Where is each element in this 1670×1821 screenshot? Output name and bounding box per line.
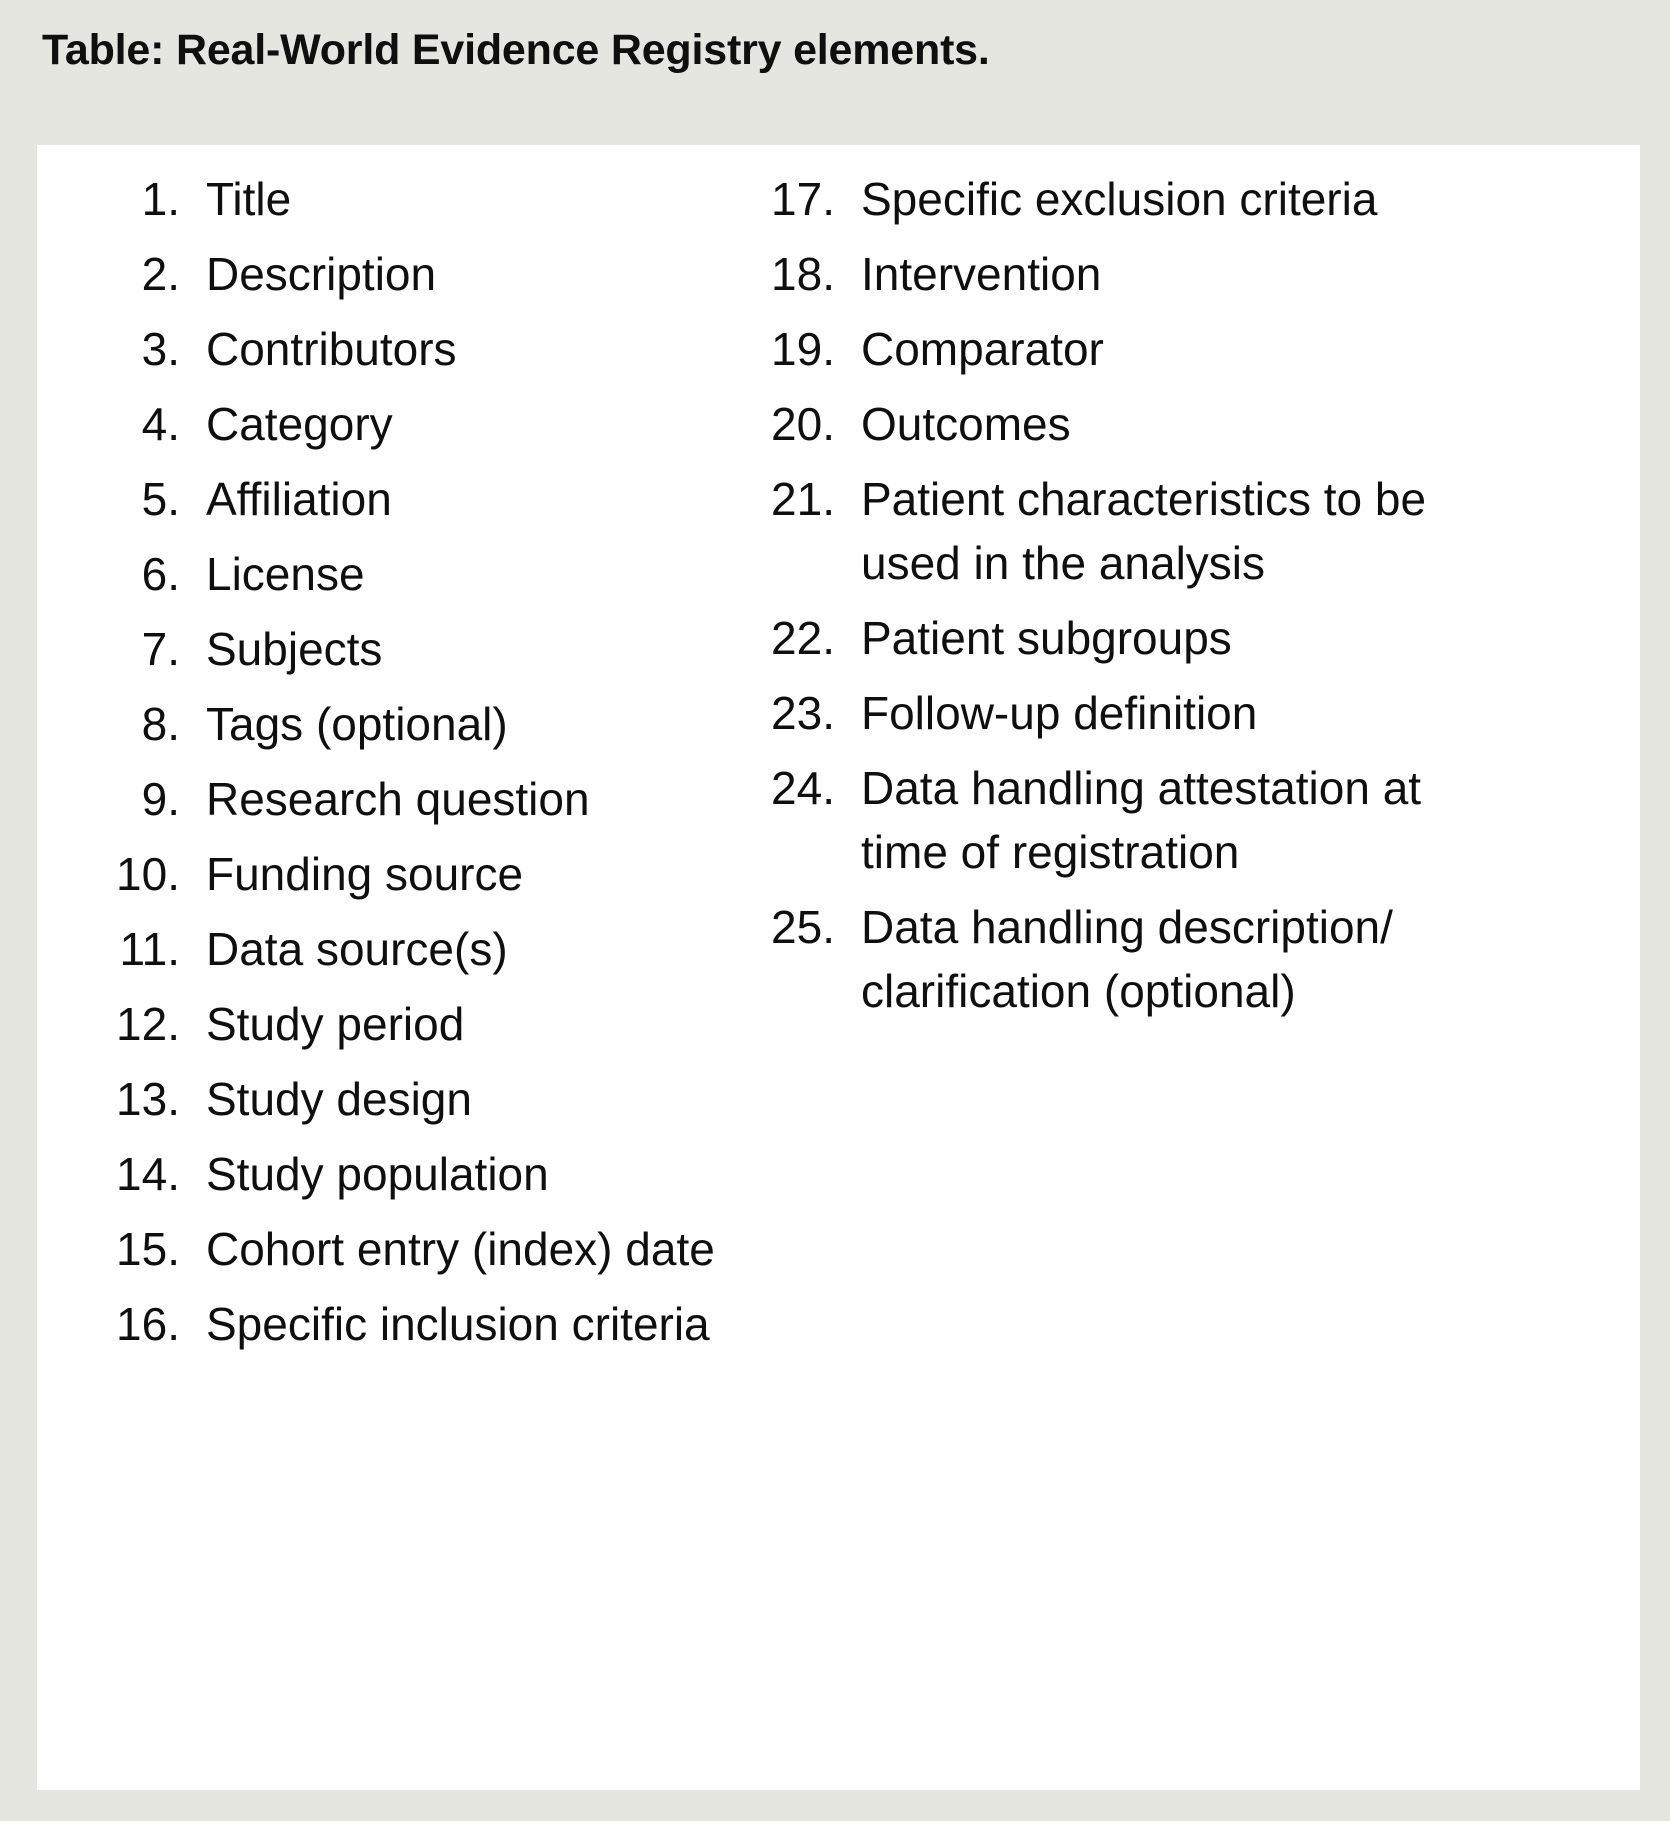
registry-element-item: [737, 756, 1640, 884]
registry-element-label: Description: [206, 248, 437, 300]
registry-elements-left-column: [37, 145, 737, 1367]
registry-element-item: [82, 1292, 737, 1356]
registry-element-number: 17.: [771, 173, 835, 225]
table-card: [37, 145, 1640, 1790]
table-caption: Table: Real-World Evidence Registry elements.: [42, 26, 990, 74]
registry-element-label: Intervention: [861, 248, 1102, 300]
registry-element-label: Title: [206, 173, 292, 225]
registry-element-label: Contributors: [206, 323, 457, 375]
registry-element-item: [82, 1142, 737, 1206]
registry-element-number: 8.: [141, 698, 180, 750]
registry-element-number: 7.: [141, 623, 180, 675]
registry-element-item: [82, 842, 737, 906]
registry-element-number: 25.: [771, 901, 835, 953]
registry-element-number: 2.: [141, 248, 180, 300]
registry-element-number: 5.: [141, 473, 180, 525]
registry-element-number: 6.: [141, 548, 180, 600]
registry-element-item: [82, 467, 737, 531]
registry-element-item: [82, 692, 737, 756]
registry-elements-right-column: [737, 145, 1640, 1034]
registry-element-item: [82, 992, 737, 1056]
registry-element-label: Study period: [206, 998, 465, 1050]
registry-element-number: 14.: [116, 1148, 180, 1200]
registry-element-number: 22.: [771, 612, 835, 664]
registry-element-number: 1.: [141, 173, 180, 225]
registry-elements-list-right: [737, 167, 1640, 1023]
registry-element-item: [82, 542, 737, 606]
registry-element-label: Comparator: [861, 323, 1104, 375]
registry-element-label: Data handling description/ clarification (optional): [861, 901, 1393, 1017]
registry-element-item: [82, 317, 737, 381]
registry-element-label: Affiliation: [206, 473, 392, 525]
registry-element-label: License: [206, 548, 365, 600]
registry-element-item: [737, 242, 1640, 306]
registry-element-label: Data source(s): [206, 923, 508, 975]
registry-element-label: Research question: [206, 773, 590, 825]
registry-element-item: [82, 1217, 737, 1281]
registry-element-item: [737, 392, 1640, 456]
registry-element-number: 4.: [141, 398, 180, 450]
registry-element-item: [82, 767, 737, 831]
registry-element-label: Funding source: [206, 848, 524, 900]
registry-element-number: 10.: [116, 848, 180, 900]
registry-element-number: 19.: [771, 323, 835, 375]
table-columns: [37, 145, 1640, 1790]
registry-element-item: [737, 467, 1640, 595]
registry-element-label: Tags (optional): [206, 698, 508, 750]
registry-element-label: Specific inclusion criteria: [206, 1298, 710, 1350]
registry-element-number: 16.: [116, 1298, 180, 1350]
registry-elements-list-left: [82, 167, 737, 1356]
registry-element-number: 12.: [116, 998, 180, 1050]
registry-element-number: 13.: [116, 1073, 180, 1125]
registry-element-number: 11.: [119, 923, 180, 975]
registry-element-number: 15.: [116, 1223, 180, 1275]
registry-element-number: 18.: [771, 248, 835, 300]
registry-element-label: Subjects: [206, 623, 383, 675]
registry-element-number: 3.: [141, 323, 180, 375]
registry-element-number: 21.: [771, 473, 835, 525]
registry-element-label: Study design: [206, 1073, 472, 1125]
registry-element-item: [737, 606, 1640, 670]
registry-element-label: Patient subgroups: [861, 612, 1232, 664]
registry-element-item: [737, 167, 1640, 231]
registry-element-number: 9.: [141, 773, 180, 825]
registry-element-item: [737, 895, 1640, 1023]
registry-element-item: [82, 167, 737, 231]
registry-element-item: [82, 617, 737, 681]
registry-element-label: Data handling attestation at time of registration: [861, 762, 1422, 878]
registry-element-label: Patient characteristics to be used in the analysis: [861, 473, 1427, 589]
registry-element-item: [82, 917, 737, 981]
registry-element-label: Outcomes: [861, 398, 1071, 450]
registry-element-label: Follow-up definition: [861, 687, 1258, 739]
registry-element-number: 24.: [771, 762, 835, 814]
registry-element-number: 20.: [771, 398, 835, 450]
registry-element-item: [737, 681, 1640, 745]
registry-element-label: Category: [206, 398, 393, 450]
registry-element-item: [82, 242, 737, 306]
registry-element-item: [737, 317, 1640, 381]
registry-element-label: Specific exclusion criteria: [861, 173, 1378, 225]
registry-element-item: [82, 1067, 737, 1131]
registry-element-label: Cohort entry (index) date: [206, 1223, 715, 1275]
registry-element-label: Study population: [206, 1148, 549, 1200]
registry-element-number: 23.: [771, 687, 835, 739]
registry-element-item: [82, 392, 737, 456]
